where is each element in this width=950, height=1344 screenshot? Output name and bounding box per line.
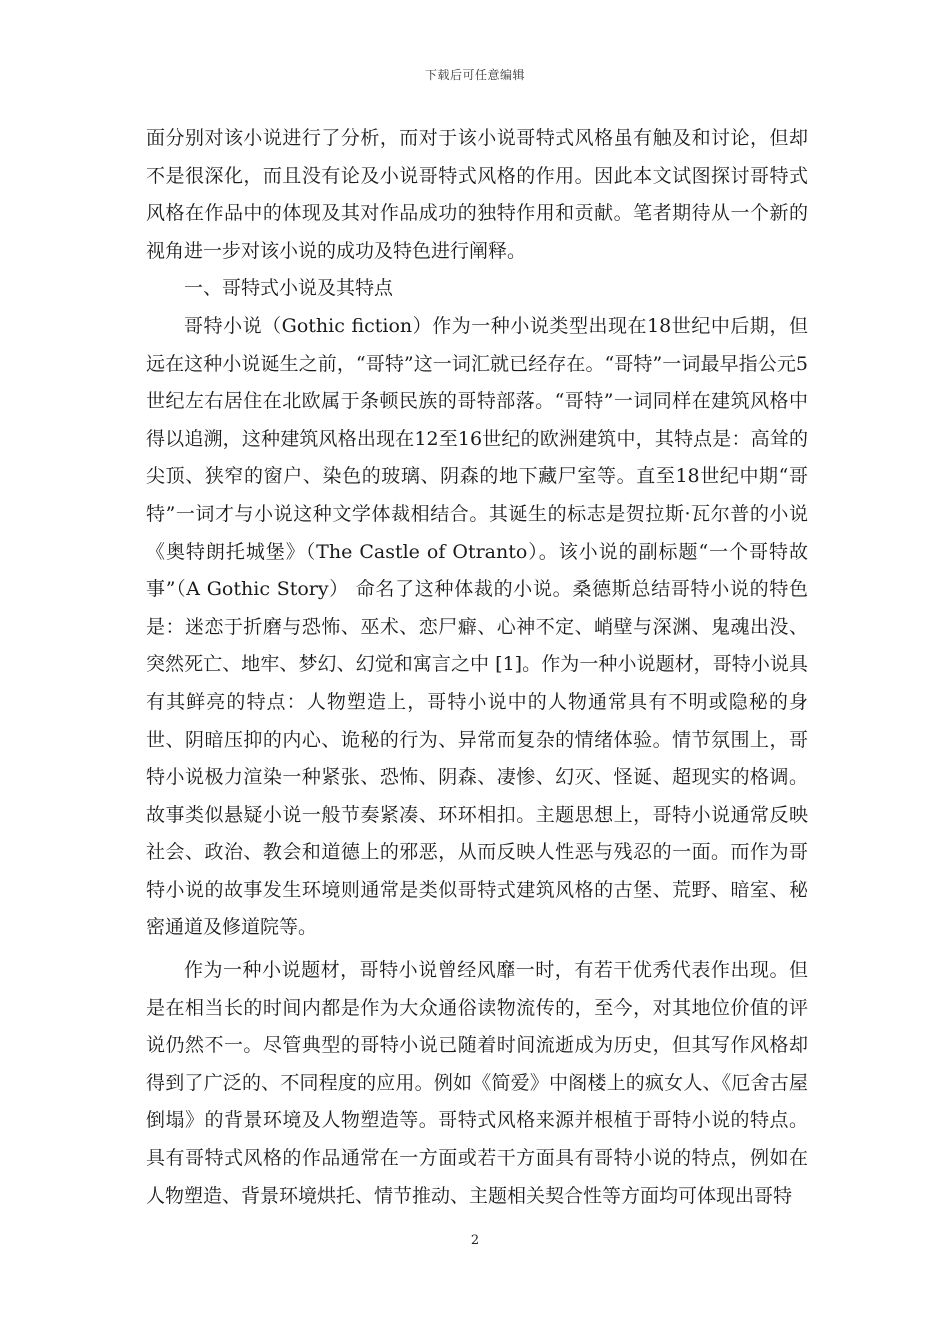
page-header: 下载后可任意编辑 (424, 68, 525, 82)
paragraph-continued: 面分别对该小说进行了分析，而对于该小说哥特式风格虽有触及和讨论，但却不是很深化，而且没有论及小说哥特式风格的作用。因此本文试图探讨哥特式风格在作品中的体现及其对作品成功的独特作用和贡献。笔者期待从一个新的视角进一步对该小说的成功及特色进行阐释。 (146, 127, 808, 262)
page-number: 2 (470, 1233, 480, 1248)
paragraph-gothic-fiction: 哥特小说（Gothic fiction）作为一种小说类型出现在18世纪中后期，但远在这种小说诞生之前，“哥特”这一词汇就已经存在。“哥特”一词最早指公元5世纪左右居住在北欧属于条顿民族的哥特部落。“哥特”一词同样在建筑风格中得以追溯，这种建筑风格出现在12至16世纪的欧洲建筑中，其特点是：高耸的尖顶、狭窄的窗户、染色的玻璃、阴森的地下藏尸室等。直至18世纪中期“哥特”一词才与小说这种文学体裁相结合。其诞生的标志是贺拉斯·瓦尔普的小说《奥特朗托城堡》（The Castle of Otranto）。该小说的副标题“一个哥特故事”（A Gothic Story） 命名了这种体裁的小说。桑德斯总结哥特小说的特色是：迷恋于折磨与恐怖、巫术、恋尸癖、心神不定、峭壁与深渊、鬼魂出没、突然死亡、地牢、梦幻、幻觉和寓言之中 [1]。作为一种小说题材，哥特小说具有其鲜亮的特点：人物塑造上，哥特小说中的人物通常具有不明或隐秘的身世、阴暗压抑的内心、诡秘的行为、异常而复杂的情绪体验。情节氛围上，哥特小说极力渲染一种紧张、恐怖、阴森、凄惨、幻灭、怪诞、超现实的格调。故事类似悬疑小说一般节奏紧凑、环环相扣。主题思想上，哥特小说通常反映社会、政治、教会和道德上的邪恶，从而反映人性恶与残忍的一面。而作为哥特小说的故事发生环境则通常是类似哥特式建筑风格的古堡、荒野、暗室、秘密通道及修道院等。 (146, 314, 808, 939)
document-body (146, 120, 808, 1215)
section-heading: 一、哥特式小说及其特点 (184, 277, 394, 300)
paragraph-gothic-style: 作为一种小说题材，哥特小说曾经风靡一时，有若干优秀代表作出现。但是在相当长的时间内都是作为大众通俗读物流传的，至今，对其地位价值的评说仍然不一。尽管典型的哥特小说已随着时间流逝成为历史，但其写作风格却得到了广泛的、不同程度的应用。例如《简爱》中阁楼上的疯女人、《厄舍古屋倒塌》的背景环境及人物塑造等。哥特式风格来源并根植于哥特小说的特点。具有哥特式风格的作品通常在一方面或若干方面具有哥特小说的特点，例如在人物塑造、背景环境烘托、情节推动、主题相关契合性等方面均可体现出哥特 (146, 959, 808, 1207)
